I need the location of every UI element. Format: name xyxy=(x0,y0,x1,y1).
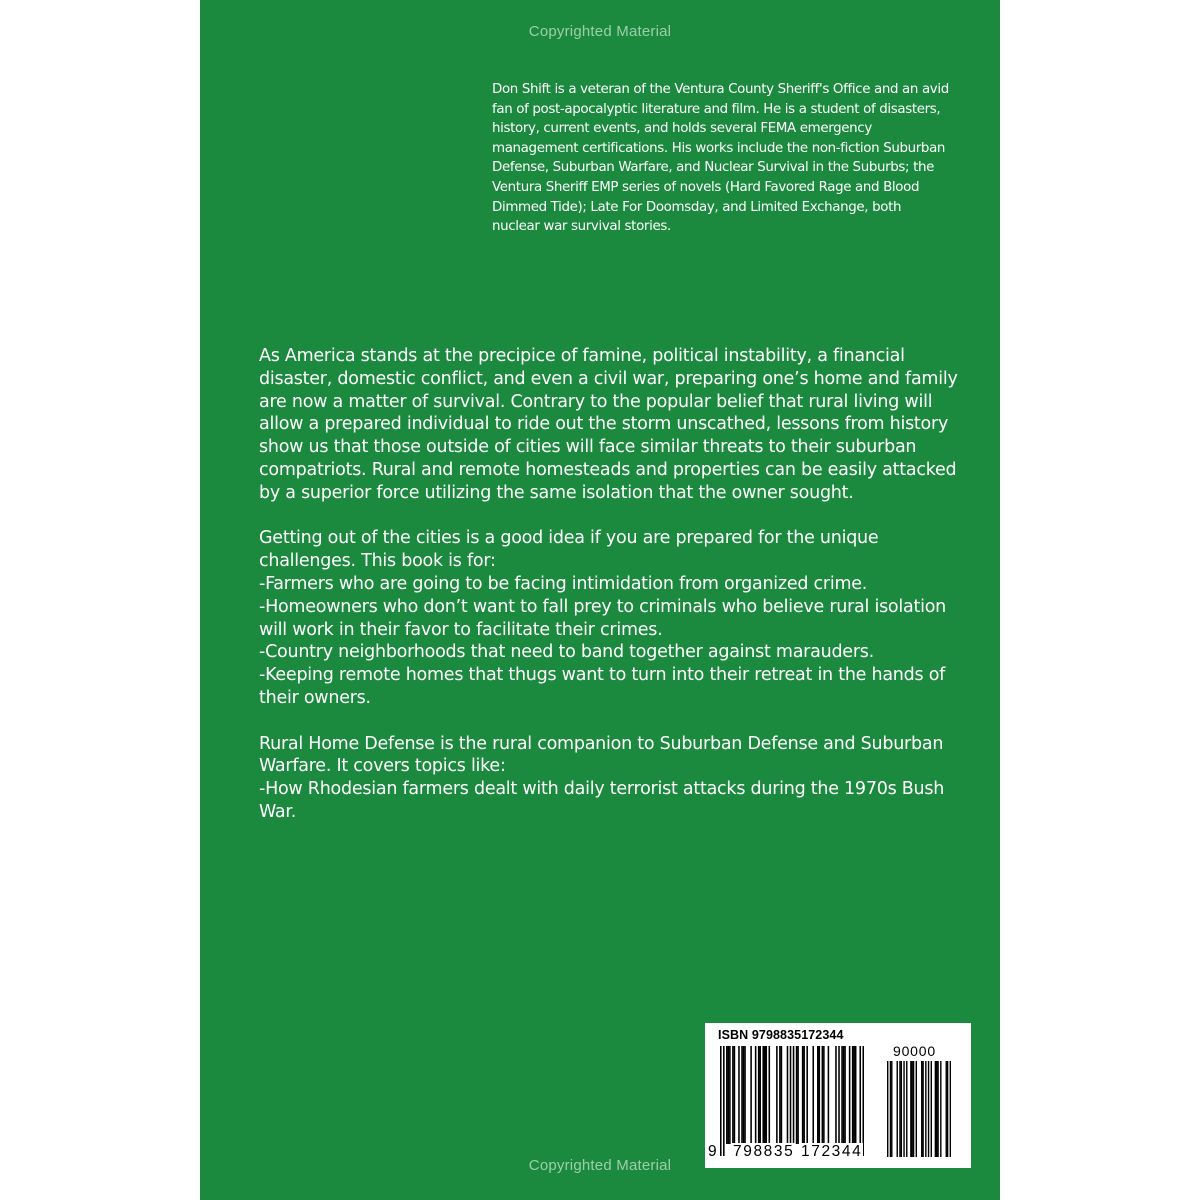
audience-item: -Homeowners who don’t want to fall prey to criminals who believe rural isolation will work in their favor to facilitate their crimes. xyxy=(259,596,946,640)
description-paragraph-2 xyxy=(259,527,959,709)
addon-bar xyxy=(887,1061,888,1157)
barcode-bar xyxy=(803,1046,805,1144)
description-paragraph-3 xyxy=(259,733,959,824)
barcode-bar xyxy=(726,1046,728,1144)
barcode-bar xyxy=(769,1046,771,1144)
audience-item: -Keeping remote homes that thugs want to turn into their retreat in the hands of their owners. xyxy=(259,665,946,708)
barcode-bar xyxy=(862,1046,864,1156)
barcode-bar xyxy=(776,1046,778,1144)
ean13-bars xyxy=(720,1046,864,1156)
barcode-bar xyxy=(817,1046,819,1144)
barcode-bar xyxy=(802,1046,804,1144)
addon-bar xyxy=(916,1061,917,1157)
isbn-barcode xyxy=(705,1023,971,1168)
barcode-bar xyxy=(852,1046,854,1144)
addon-bar xyxy=(936,1061,937,1157)
addon-bar xyxy=(897,1061,898,1157)
barcode-bar xyxy=(781,1046,783,1144)
addon-bar xyxy=(947,1061,948,1157)
addon-bar xyxy=(940,1061,941,1157)
book-description xyxy=(259,345,959,847)
barcode-bar xyxy=(806,1046,808,1144)
barcode-bar xyxy=(728,1046,730,1144)
barcode-bar xyxy=(844,1046,846,1144)
watermark-top: Copyrighted Material xyxy=(528,23,672,40)
barcode-bar xyxy=(838,1046,840,1144)
addon-bar xyxy=(937,1061,938,1157)
barcode-bar xyxy=(855,1046,857,1144)
addon-bars xyxy=(887,1061,951,1157)
description-paragraph-1: As America stands at the precipice of famine, political instability, a financial disaster, domestic conflict, and even a civil war, preparing one’s home and family are now a matter of survival. Contrary to the popular belief that rural living will allow a prepared individual to ride out the storm unscathed, lessons from history show us that those outside of cities will face similar threats to their suburban compatriots. Rural and remote homesteads and properties can be easily attacked by a superior force utilizing the same isolation that the owner sought. xyxy=(259,346,958,503)
price-code: 90000 xyxy=(893,1043,936,1059)
addon-bar xyxy=(922,1061,923,1157)
addon-bar xyxy=(935,1061,936,1157)
addon-bar xyxy=(903,1061,904,1157)
topic-item: -How Rhodesian farmers dealt with daily terrorist attacks during the 1970s Bush War. xyxy=(259,779,945,822)
audience-item: -Country neighborhoods that need to band together against marauders. xyxy=(259,642,874,663)
barcode-bar xyxy=(723,1046,725,1156)
barcode-bar xyxy=(843,1046,845,1144)
barcode-bar xyxy=(755,1046,757,1144)
barcode-bar xyxy=(787,1046,789,1144)
barcode-bar xyxy=(750,1046,752,1144)
barcode-bar xyxy=(762,1046,764,1144)
barcode-bar xyxy=(729,1046,731,1144)
barcode-digit-group-2: 172344 xyxy=(801,1143,863,1160)
barcode-bar xyxy=(823,1046,825,1144)
addon-bar xyxy=(910,1061,911,1157)
back-cover xyxy=(200,0,1000,1200)
barcode-bar xyxy=(796,1046,798,1144)
barcode-bar xyxy=(859,1046,861,1156)
barcode-bar xyxy=(765,1046,767,1144)
barcode-bar xyxy=(758,1046,760,1144)
barcode-bar xyxy=(849,1046,851,1144)
barcode-bar xyxy=(759,1046,761,1144)
barcode-bar xyxy=(819,1046,821,1144)
addon-bar xyxy=(913,1061,914,1157)
barcode-bar xyxy=(741,1046,743,1144)
barcode-bar xyxy=(812,1046,814,1144)
addon-bar xyxy=(890,1061,891,1157)
addon-bar xyxy=(946,1061,947,1157)
barcode-digit-lead: 9 xyxy=(708,1143,717,1160)
addon-bar xyxy=(891,1061,892,1157)
addon-bar xyxy=(912,1061,913,1157)
audience-item: -Farmers who are going to be facing intimidation from organized crime. xyxy=(259,573,868,594)
topics-intro: Rural Home Defense is the rural companion to Suburban Defense and Suburban Warfare. It covers topics like: xyxy=(259,733,944,777)
addon-bar xyxy=(906,1061,907,1157)
author-bio: Don Shift is a veteran of the Ventura County Sheriff's Office and an avid fan of post-apocalyptic literature and film. He is a student of disasters, history, current events, and holds several FEMA emergency management certifications. His works include the non-fiction Suburban Defense, Suburban Warfare, and Nuclear Survival in the Suburbs; the Ventura Sheriff EMP series of novels (Hard Favored Rage and Blood Dimmed Tide); Late For Doomsday, and Limited Exchange, both nuclear war survival stories. xyxy=(492,82,949,235)
barcode-bar xyxy=(793,1046,795,1156)
barcode-bar xyxy=(720,1046,722,1156)
isbn-label: ISBN 9798835172344 xyxy=(718,1028,844,1042)
addon-bar xyxy=(899,1061,900,1157)
barcode-bar xyxy=(732,1046,734,1144)
addon-bar xyxy=(901,1061,902,1157)
barcode-bar xyxy=(734,1046,736,1144)
addon-bar xyxy=(925,1061,926,1157)
barcode-bar xyxy=(764,1046,766,1144)
barcode-bar xyxy=(790,1046,792,1156)
addon-bar xyxy=(921,1061,922,1157)
barcode-bar xyxy=(835,1046,837,1144)
addon-bar xyxy=(950,1061,951,1157)
addon-bar xyxy=(931,1061,932,1157)
addon-bar xyxy=(928,1061,929,1157)
barcode-bar xyxy=(828,1046,830,1144)
barcode-bar xyxy=(744,1046,746,1144)
barcode-bar xyxy=(738,1046,740,1144)
audience-intro: Getting out of the cities is a good idea if you are prepared for the unique challenges. This book is for: xyxy=(259,528,879,572)
barcode-digit-group-1: 798835 xyxy=(733,1143,795,1160)
barcode-bar xyxy=(841,1046,843,1144)
watermark-bottom: Copyrighted Material xyxy=(528,1157,672,1174)
barcode-bar xyxy=(743,1046,745,1144)
barcode-bar xyxy=(797,1046,799,1144)
barcode-bar xyxy=(779,1046,781,1144)
barcode-bar xyxy=(853,1046,855,1144)
barcode-bar xyxy=(822,1046,824,1144)
